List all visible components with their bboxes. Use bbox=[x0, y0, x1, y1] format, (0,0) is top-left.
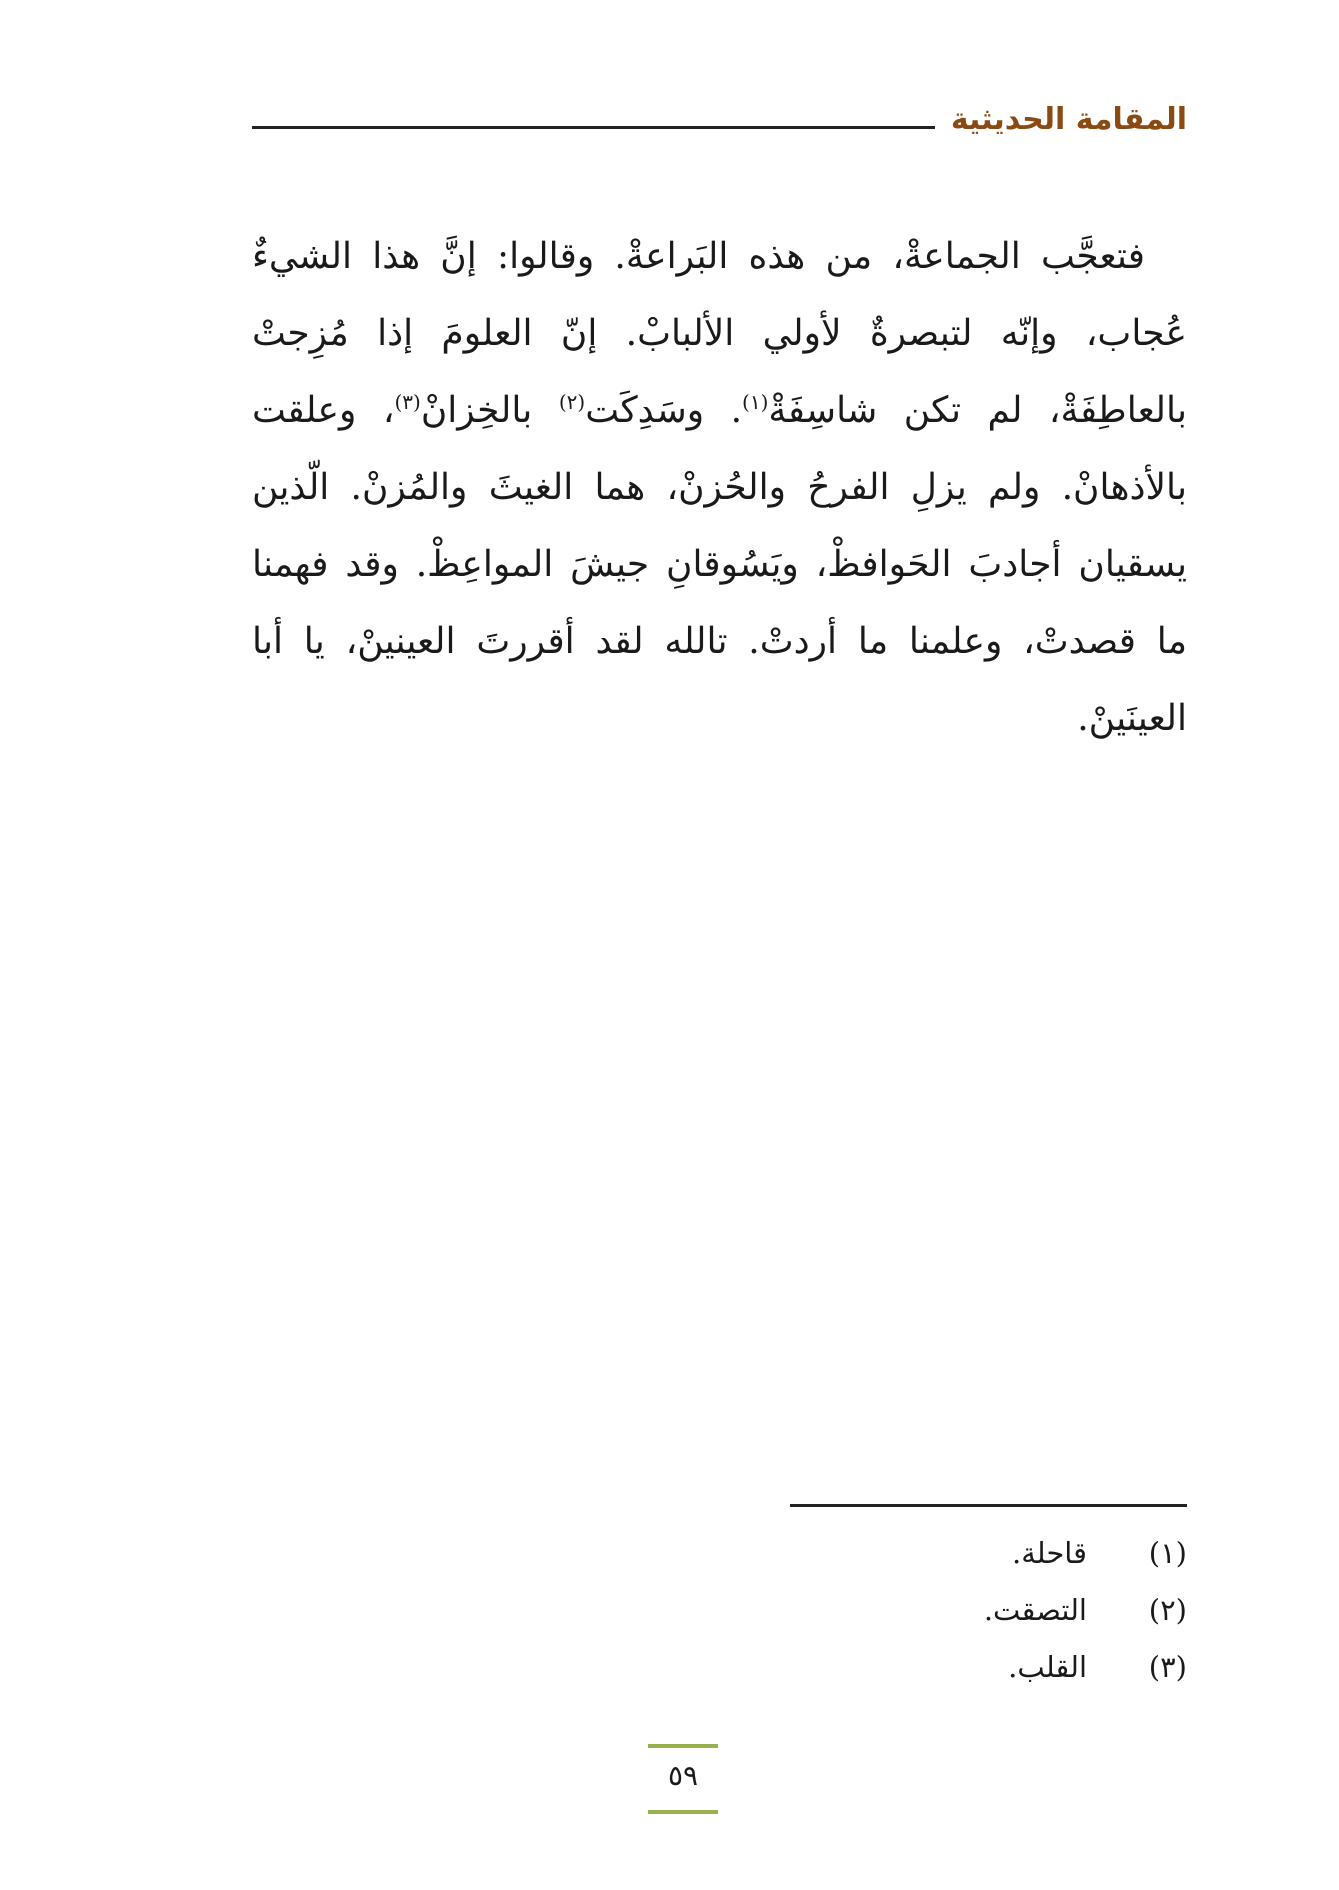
footnotes bbox=[790, 1525, 1187, 1696]
footnote-text: القلب. bbox=[1008, 1650, 1087, 1684]
body-text-segment: . وسَدِكَت bbox=[585, 390, 743, 431]
footnote-ref-2: (٢) bbox=[558, 390, 586, 414]
body-text-segment: فتعجَّب الجماعةْ، من هذه البَراعةْ. وقالوا: إنَّ هذا الشيءٌ عُجاب، وإنّه لتبصرةٌ لأولي الألبابْ. إنّ العلومَ إذا مُزِجتْ بالعاطِفَةْ، لم تكن شاسِفَةْ bbox=[252, 236, 1187, 431]
page-number-rule-top bbox=[648, 1744, 718, 1748]
running-title: المقامة الحديثية bbox=[950, 102, 1187, 137]
page-number-box bbox=[648, 1744, 718, 1814]
footnote-item bbox=[790, 1639, 1187, 1696]
footnote-number: (٢) bbox=[1148, 1593, 1187, 1627]
footnote-text: التصقت. bbox=[983, 1593, 1087, 1627]
header-rule bbox=[252, 126, 935, 129]
footnote-item bbox=[790, 1582, 1187, 1639]
footnote-ref-3: (٣) bbox=[394, 390, 421, 414]
footnote-number: (٣) bbox=[1148, 1650, 1187, 1684]
page-number-rule-bottom bbox=[648, 1810, 718, 1814]
page-number: ٥٩ bbox=[667, 1759, 699, 1792]
footnote-number: (١) bbox=[1148, 1536, 1187, 1570]
page-header bbox=[252, 100, 1187, 150]
body-text-segment: بالخِزانْ bbox=[420, 390, 559, 431]
footnote-ref-1: (١) bbox=[742, 390, 769, 414]
body-text-segment: ، وعلقت بالأذهانْ. ولم يزلِ الفرحُ والحُزنْ، هما الغيثَ والمُزنْ. الّذين يسقيان أجادبَ الحَوافظْ، ويَسُوقانِ جيشَ المواعِظْ. وقد فهمنا ما قصدتْ، وعلمنا ما أردتْ. تالله لقد أقررتَ العينينْ، يا أبا العينَينْ. bbox=[252, 390, 1187, 739]
footnote-item bbox=[790, 1525, 1187, 1582]
body-paragraph bbox=[252, 218, 1187, 757]
footnote-separator bbox=[790, 1504, 1187, 1507]
footnote-text: قاحلة. bbox=[1012, 1536, 1087, 1570]
body-text bbox=[252, 218, 1187, 757]
